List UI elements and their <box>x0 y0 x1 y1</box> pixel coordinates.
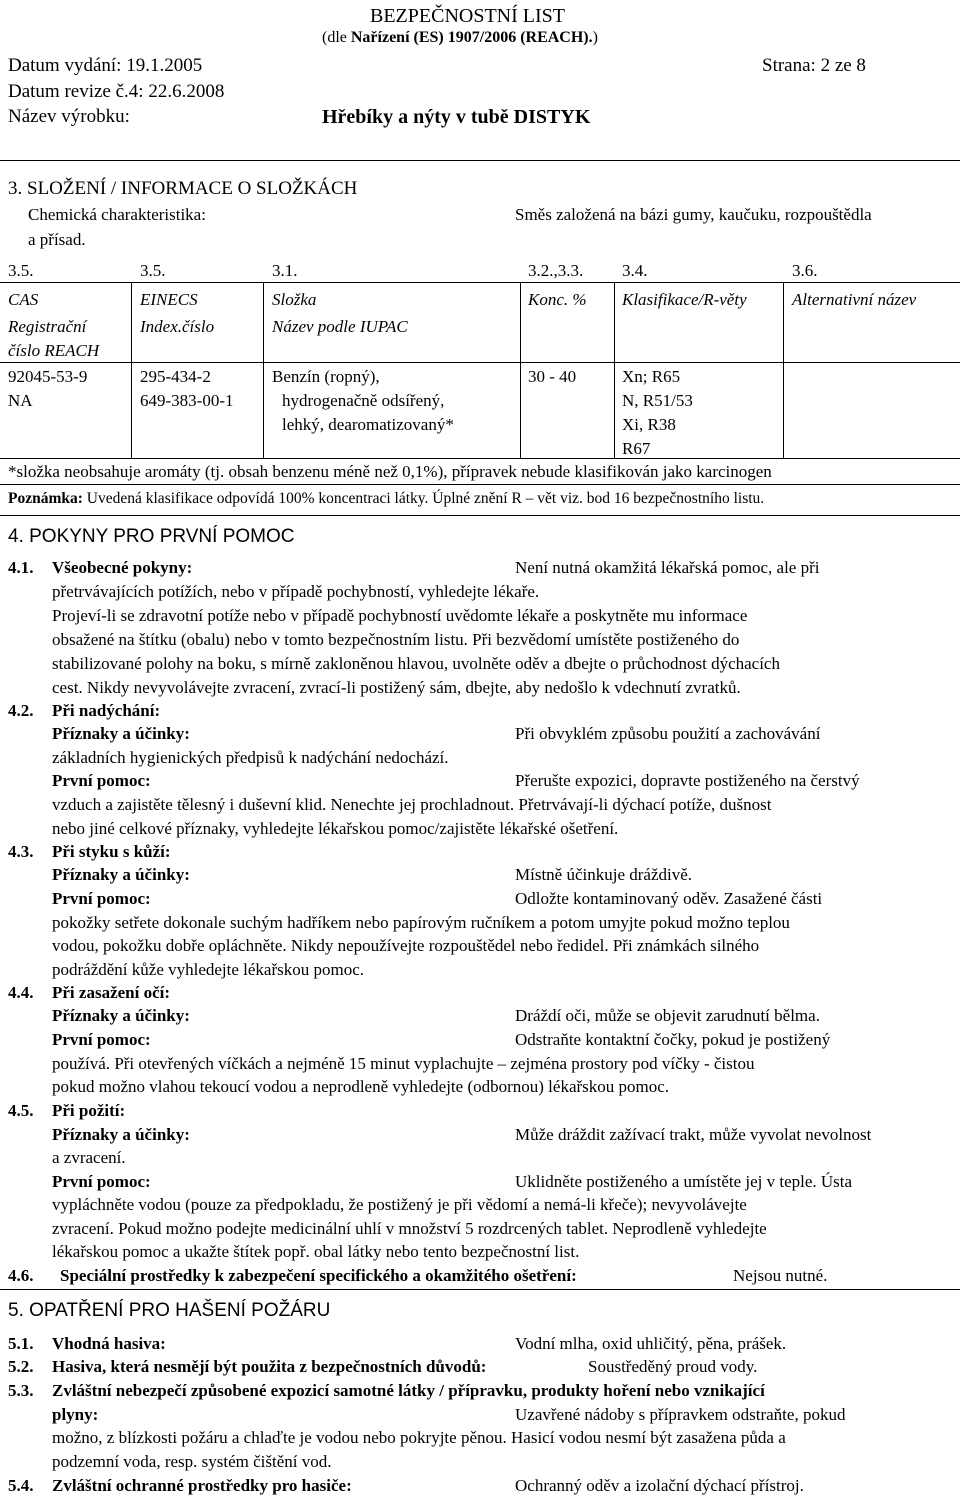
sub-54-title: Zvláštní ochranné prostředky pro hasiče: <box>52 1476 352 1495</box>
col-header-iupac: Název podle IUPAC <box>272 317 408 336</box>
sub-43-first-aid: Odložte kontaminovaný oděv. Zasažené části <box>515 889 823 908</box>
col-header-reg2: číslo REACH <box>8 341 100 360</box>
sub-54-number: 5.4. <box>8 1476 34 1495</box>
chem-char-value-cont: a přísad. <box>28 230 86 249</box>
document-subtitle <box>322 30 598 46</box>
sub-41-line: přetrvávajících potížích, nebo v případě pochybností, vyhledejte lékaře. <box>52 582 540 601</box>
symptoms-label: Příznaky a účinky: <box>52 865 190 884</box>
sub-42-line: základních hygienických předpisů k nadýchání nedochází. <box>52 748 449 767</box>
sub-43-title: Při styku s kůží: <box>52 842 171 861</box>
table-col-divider <box>783 282 784 458</box>
sub-41-line: Projeví-li se zdravotní potíže nebo v případě pochybností uvědomte lékaře a poskytněte mu informace <box>52 606 748 625</box>
sub-46-number: 4.6. <box>8 1266 34 1285</box>
chem-char-label: Chemická charakteristika: <box>28 205 206 224</box>
sub-52-number: 5.2. <box>8 1357 34 1376</box>
classification-note <box>8 491 764 507</box>
product-name: Hřebíky a nýty v tubě DISTYK <box>322 106 591 128</box>
sub-53-line: možno, z blízkosti požáru a chlaďte je vodou nebo pokryjte pěnou. Hasicí vodou nesmí být zasažena půda a <box>52 1428 786 1447</box>
sub-51-value: Vodní mlha, oxid uhličitý, pěna, prášek. <box>515 1334 787 1353</box>
sub-54-value: Ochranný oděv a izolační dýchací přístroj. <box>515 1476 804 1495</box>
table-top-rule <box>0 282 960 283</box>
sub-45-line: a zvracení. <box>52 1148 126 1167</box>
cell-konc: 30 - 40 <box>528 367 577 386</box>
sub-44-line: pokud možno vlahou tekoucí vodou a neprodleně vyhledejte (odbornou) lékařskou pomoc. <box>52 1077 670 1096</box>
issue-date: Datum vydání: 19.1.2005 <box>8 55 203 76</box>
table-col-divider <box>131 282 132 458</box>
sub-53-number: 5.3. <box>8 1381 34 1400</box>
chem-char-value: Směs založená na bázi gumy, kaučuku, rozpouštědla <box>515 205 872 224</box>
first-aid-label: První pomoc: <box>52 1172 151 1191</box>
sub-45-line: vypláchněte vodou (pouze za předpokladu, že postižený je při vědomí a nemá-li křeče); nevyvolávejte <box>52 1195 747 1214</box>
product-label: Název výrobku: <box>8 106 130 127</box>
sub-53-value: Uzavřené nádoby s přípravkem odstraňte, pokud <box>515 1405 846 1424</box>
cell-name-line2: hydrogenačně odsířený, <box>282 391 445 410</box>
sub-44-title: Při zasažení očí: <box>52 983 171 1002</box>
cell-klas-1: Xn; R65 <box>622 367 681 386</box>
cell-name-line3: lehký, dearomatizovaný* <box>282 415 454 434</box>
col-header-cas: CAS <box>8 290 39 309</box>
sub-42-line: vzduch a zajistěte tělesný i duševní klid. Nenechte jej prochladnout. Přetrvávají-li dýchací potíže, dušnost <box>52 795 772 814</box>
sub-42-line: nebo jiné celkové příznaky, vyhledejte lékařskou pomoc/zajistěte lékařské ošetření. <box>52 819 619 838</box>
sub-41-line: stabilizované polohy na boku, s mírně zakloněnou hlavou, uvolněte oděv a dbejte o průchodnost dýchacích <box>52 654 780 673</box>
cell-einecs: 295-434-2 <box>140 367 211 386</box>
note-text: Uvedená klasifikace odpovídá 100% koncentraci látky. Úplné znění R – vět viz. bod 16 bezpečnostního listu. <box>82 490 765 507</box>
sub-44-first-aid: Odstraňte kontaktní čočky, pokud je postižený <box>515 1030 831 1049</box>
sub-45-symptoms: Může dráždit zažívací trakt, může vyvolat nevolnost <box>515 1125 872 1144</box>
sub-43-line: podráždění kůže vyhledejte lékařskou pomoc. <box>52 960 365 979</box>
sub-43-symptoms: Místně účinkuje dráždivě. <box>515 865 693 884</box>
sub-51-number: 5.1. <box>8 1334 34 1353</box>
sub-41-number: 4.1. <box>8 558 34 577</box>
sub-53-title: Zvláštní nebezpečí způsobené expozicí samotné látky / přípravku, produkty hoření nebo vznikající <box>52 1381 765 1400</box>
sub-53-line: podzemní voda, resp. systém čištění vod. <box>52 1452 332 1471</box>
first-aid-label: První pomoc: <box>52 1030 151 1049</box>
sub-45-title: Při požití: <box>52 1101 126 1120</box>
section-5-heading: 5. OPATŘENÍ PRO HAŠENÍ POŽÁRU <box>8 1300 331 1321</box>
col-header-einecs: EINECS <box>140 290 198 309</box>
sub-44-line: používá. Při otevřených víčkách a nejméně 15 minut vyplachujte – zejména prostory pod víčky - čistou <box>52 1054 755 1073</box>
sub-43-line: pokožky setřete dokonale suchým hadříkem nebo papírovým ručníkem a potom umyjte pokud možno teplou <box>52 913 790 932</box>
symptoms-label: Příznaky a účinky: <box>52 1125 190 1144</box>
sub-53-title-cont: plyny: <box>52 1405 99 1424</box>
col-header-index: Index.číslo <box>140 317 215 336</box>
col-header-konc: Konc. % <box>528 290 587 309</box>
sub-42-title: Při nadýchání: <box>52 701 161 720</box>
cell-name-line1: Benzín (ropný), <box>272 367 380 386</box>
sub-42-first-aid: Přerušte expozici, dopravte postiženého na čerstvý <box>515 771 860 790</box>
sub-46-title: Speciální prostředky k zabezpečení specifického a okamžitého ošetření: <box>60 1266 577 1285</box>
document-title: BEZPEČNOSTNÍ LIST <box>370 5 565 27</box>
sub-45-number: 4.5. <box>8 1101 34 1120</box>
ref-einecs: 3.5. <box>140 261 166 280</box>
ref-cas: 3.5. <box>8 261 34 280</box>
subtitle-suffix: ) <box>592 29 598 46</box>
table-header-rule <box>0 362 960 363</box>
sub-44-symptoms: Dráždí oči, může se objevit zarudnutí bělma. <box>515 1006 820 1025</box>
cell-reach: NA <box>8 391 33 410</box>
ref-klas: 3.4. <box>622 261 648 280</box>
sub-41-title: Všeobecné pokyny: <box>52 558 193 577</box>
revision-date: Datum revize č.4: 22.6.2008 <box>8 81 225 102</box>
symptoms-label: Příznaky a účinky: <box>52 1006 190 1025</box>
subtitle-prefix: (dle <box>322 29 351 46</box>
section-4-bottom-rule <box>0 1289 960 1290</box>
section-4-heading: 4. POKYNY PRO PRVNÍ POMOC <box>8 526 295 547</box>
col-header-klas: Klasifikace/R-věty <box>622 290 747 309</box>
col-header-alt: Alternativní název <box>792 290 917 309</box>
sub-41-value: Není nutná okamžitá lékařská pomoc, ale při <box>515 558 820 577</box>
symptoms-label: Příznaky a účinky: <box>52 724 190 743</box>
section-3-top-rule <box>0 160 960 161</box>
sub-52-value: Soustředěný proud vody. <box>588 1357 758 1376</box>
page-number: Strana: 2 ze 8 <box>762 55 866 76</box>
sub-44-number: 4.4. <box>8 983 34 1002</box>
first-aid-label: První pomoc: <box>52 771 151 790</box>
cell-klas-2: N, R51/53 <box>622 391 693 410</box>
table-col-divider <box>520 282 521 458</box>
sub-45-line: lékařskou pomoc a ukažte štítek popř. obal látky nebo tento bezpečnostní list. <box>52 1242 580 1261</box>
subtitle-regulation: Nařízení (ES) 1907/2006 (REACH). <box>350 29 593 46</box>
sub-42-symptoms: Při obvyklém způsobu použití a zachovávání <box>515 724 821 743</box>
ref-konc: 3.2.,3.3. <box>528 261 584 280</box>
sub-43-line: vodou, pokožku dobře opláchněte. Nikdy nepoužívejte rozpouštědel nebo ředidel. Při známkách silného <box>52 936 760 955</box>
sub-41-line: obsažené na štítku (obalu) nebo v tomto bezpečnostním listu. Při bezvědomí umístěte postiženého do <box>52 630 740 649</box>
sub-41-line: cest. Nikdy nevyvolávejte zvracení, zvrací-li postižený sám, dbejte, aby nedošlo k vdechnutí zvratků. <box>52 678 741 697</box>
sub-42-number: 4.2. <box>8 701 34 720</box>
sub-51-title: Vhodná hasiva: <box>52 1334 166 1353</box>
col-header-slozka: Složka <box>272 290 317 309</box>
table-bottom-rule <box>0 458 960 459</box>
table-footnote: *složka neobsahuje aromáty (tj. obsah benzenu méně než 0,1%), přípravek nebude klasifikován jako karcinogen <box>8 462 772 481</box>
sub-43-number: 4.3. <box>8 842 34 861</box>
sub-45-first-aid: Uklidněte postiženého a umístěte jej v teple. Ústa <box>515 1172 853 1191</box>
section-3-bottom-rule <box>0 515 960 516</box>
first-aid-label: První pomoc: <box>52 889 151 908</box>
footnote-rule <box>0 484 960 485</box>
sub-46-value: Nejsou nutné. <box>733 1266 828 1285</box>
cell-index: 649-383-00-1 <box>140 391 234 410</box>
cell-klas-3: Xi, R38 <box>622 415 676 434</box>
col-header-reg1: Registrační <box>8 317 87 336</box>
section-3-heading: 3. SLOŽENÍ / INFORMACE O SLOŽKÁCH <box>8 178 358 199</box>
table-col-divider <box>614 282 615 458</box>
note-label: Poznámka: <box>8 490 83 507</box>
table-col-divider <box>263 282 264 458</box>
cell-klas-4: R67 <box>622 439 651 458</box>
ref-slozka: 3.1. <box>272 261 298 280</box>
ref-alt: 3.6. <box>792 261 818 280</box>
sub-52-title: Hasiva, která nesmějí být použita z bezpečnostních důvodů: <box>52 1357 487 1376</box>
sub-45-line: zvracení. Pokud možno podejte medicinální uhlí v množství 5 rozdrcených tablet. Neprodleně vyhledejte <box>52 1219 767 1238</box>
cell-cas: 92045-53-9 <box>8 367 88 386</box>
